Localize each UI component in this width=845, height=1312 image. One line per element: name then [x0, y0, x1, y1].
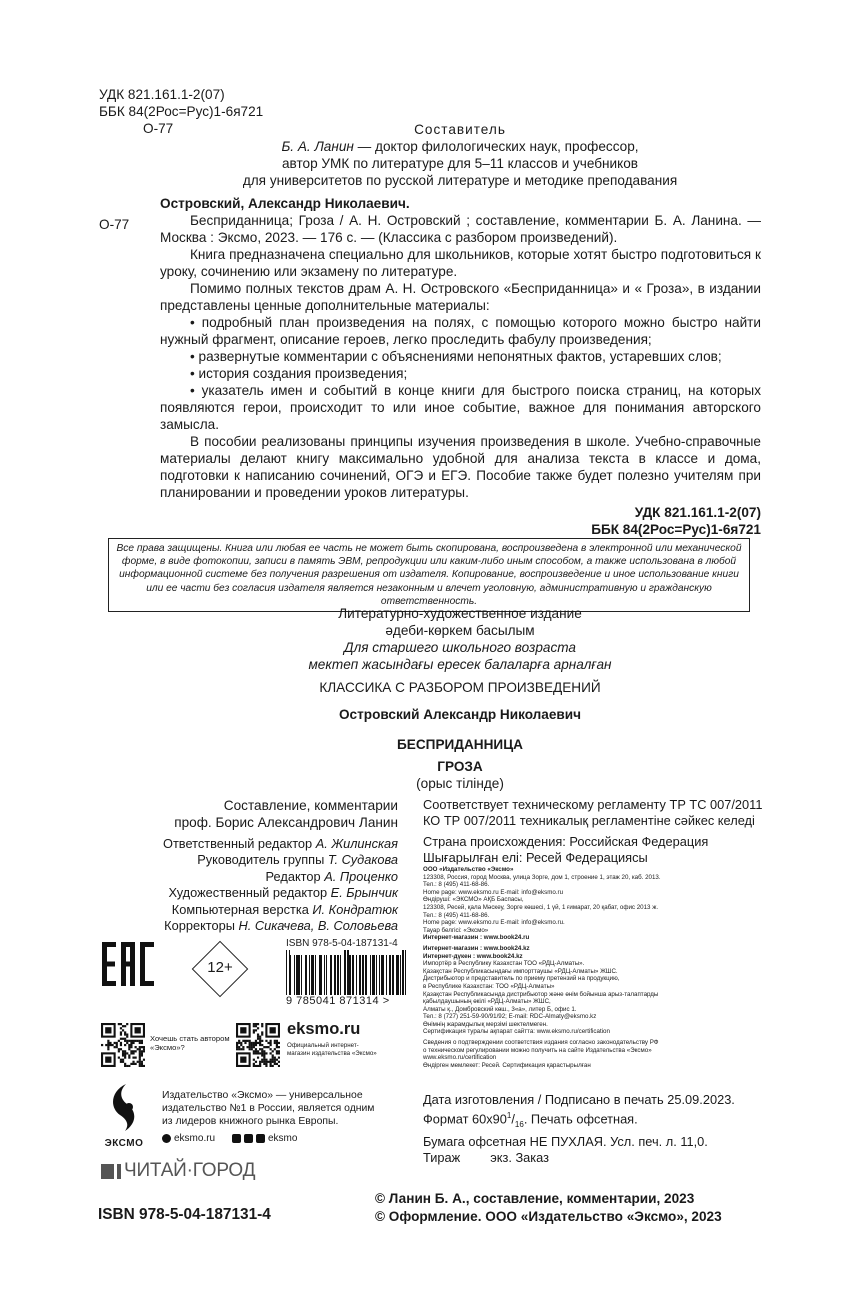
chitai-gorod-icon	[101, 1164, 114, 1179]
eksmo-logo-icon	[101, 1081, 147, 1133]
imprint-line-2: әдеби-көркем басылым	[385, 623, 535, 638]
print-details	[423, 1092, 763, 1166]
chitai-gorod-text: ЧИТАЙ·ГОРОД	[124, 1160, 256, 1181]
imprint-line-4: мектеп жасындағы ересек балаларға арналған	[308, 657, 612, 672]
publisher-info-line: о техническом регулировании можно получить на сайте Издательства «Эксмо»	[423, 1046, 652, 1054]
barcode-digits: 9 785041 871314 >	[286, 995, 390, 1007]
publisher-info-line: Өндіруші: «ЭКСМО» АҚБ Баспасы,	[423, 896, 524, 904]
series-name: КЛАССИКА С РАЗБОРОМ ПРОИЗВЕДЕНИЙ	[319, 680, 601, 695]
publisher-info-line: Home page: www.eksmo.ru E-mail: info@eksmo.ru	[423, 888, 564, 896]
compiler-desc-1: — доктор филологических наук, профессор,	[353, 139, 639, 154]
publisher-info-line: ООО «Издательство «Эксмо»	[423, 866, 514, 873]
publisher-info-line: Тел.: 8 (495) 411-68-86.	[423, 911, 490, 919]
age-rating	[192, 941, 248, 997]
qr-author[interactable]	[101, 1023, 145, 1072]
record-code: О-77	[99, 217, 130, 232]
publisher-info-line: Өндірген мемлекет: Ресей. Сертификация қарастырылған	[423, 1061, 591, 1069]
header-code: О-77	[143, 121, 174, 136]
publisher-info-line: Тауар белгісі: «Эксмо»	[423, 926, 489, 934]
publisher-info-line: Дистрибьютор и представитель по приему претензий на продукцию,	[423, 975, 620, 983]
eksmo-about: Издательство «Эксмо» — универсальное издательство №1 в России, является одним из лидеров книжного рынка Европы.	[162, 1090, 375, 1128]
eksmo-link-text: eksmo.ru	[174, 1133, 216, 1144]
qr-shop[interactable]	[236, 1023, 280, 1072]
record-bullet-2: • развернутые комментарии с объяснениями непонятных фактов, устаревших слов;	[190, 349, 722, 364]
publisher-info-line: Тел.: 8 (727) 251-59-90/91/92; E-mail: RDC-Almaty@eksmo.kz	[423, 1013, 597, 1021]
eksmo-social[interactable]	[232, 1133, 297, 1144]
staff-role-6: Корректоры Н. Сикачева, В. Соловьева	[164, 918, 398, 934]
compiler-name: Б. А. Ланин	[281, 139, 354, 154]
header-udk: УДК 821.161.1-2(07)	[99, 87, 225, 102]
record-bbk: ББК 84(2Рос=Рус)1-6я721	[591, 522, 761, 537]
publisher-info-line: Импортёр в Республику Казахстан ТОО «РДЦ-Алматы».	[423, 960, 585, 968]
imprint-line-3: Для старшего школьного возраста	[344, 640, 576, 655]
eksmo-site[interactable]: eksmo.ru	[287, 1020, 361, 1038]
print-date: Дата изготовления / Подписано в печать 25.09.2023.	[423, 1092, 735, 1107]
eksmo-logo	[101, 1081, 147, 1149]
record-para-3: В пособии реализованы принципы изучения произведения в школе. Учебно-справочные материалы делают книгу максимально удобной для анализа текста в классе и дома, подготовки к написанию сочинений, ОГЭ и ЕГЭ. Пособие также будет полезно учителям при планировании и проведении уроков литературы.	[160, 434, 761, 500]
publisher-info-line: Интернет-магазин : www.book24.kz	[423, 944, 530, 952]
barcode-graphic	[286, 950, 416, 995]
title-2: ГРОЗА	[437, 759, 483, 774]
regulation-line-4: Шығарылған елі: Ресей Федерациясы	[423, 850, 648, 866]
compiled-1: Составление, комментарии	[223, 798, 398, 813]
language-note: (орыс тілінде)	[416, 776, 504, 791]
globe-icon	[162, 1134, 171, 1143]
publisher-info-line: Сертификация туралы ақпарат сайтта: www.eksmo.ru/certification	[423, 1028, 610, 1036]
chitai-gorod-logo	[101, 1160, 255, 1182]
qr-code-icon	[236, 1023, 280, 1067]
copyright-1: © Ланин Б. А., составление, комментарии, 2023	[375, 1191, 695, 1206]
publisher-info-line: в Республике Казахстан: ТОО «РДЦ-Алматы»	[423, 982, 555, 990]
publisher-info-line: қабылдаушының өкілі «РДЦ-Алматы» ЖШС,	[423, 998, 551, 1006]
eksmo-site-caption: Официальный интернет-магазин издательства «Эксмо»	[287, 1042, 377, 1057]
record-bullet-1: • подробный план произведения на полях, с помощью которого можно быстро найти нужный фрагмент, описание героев, легко проследить фабулу произведения;	[160, 315, 761, 347]
vk-icon	[232, 1134, 241, 1143]
record-bullet-4: • указатель имен и событий в конце книги для быстрого поиска страниц, на которых появляются герои, происходит то или иное событие, важное для понимания авторского замысла.	[160, 383, 761, 432]
record-para-2: Помимо полных текстов драм А. Н. Островского «Бесприданница» и « Гроза», в издании представлены ценные дополнительные материалы:	[160, 281, 761, 313]
publisher-info	[423, 866, 763, 1069]
regulation-line-2: КО ТР 007/2011 техникалық регламентіне сәйкес келеді	[423, 813, 755, 829]
copyright-block	[375, 1190, 722, 1226]
record-author: Островский, Александр Николаевич.	[160, 196, 410, 211]
header-bbk: ББК 84(2Рос=Рус)1-6я721	[99, 104, 264, 119]
staff-role-4: Художественный редактор Е. Брынчик	[168, 885, 398, 901]
publisher-info-line: Сведения о подтверждении соответствия издания согласно законодательству РФ	[423, 1039, 659, 1047]
compiler-desc	[160, 138, 760, 189]
print-paper: Бумага офсетная НЕ ПУХЛАЯ. Усл. печ. л. 11,0.	[423, 1133, 708, 1149]
ok-icon	[244, 1134, 253, 1143]
imprint-line-1: Литературно-художественное издание	[338, 606, 582, 621]
qr-code-icon	[101, 1023, 145, 1067]
eac-mark	[100, 940, 156, 988]
publisher-info-line: Интернет-дүкен : www.book24.kz	[423, 952, 523, 960]
print-format: Формат $60х90^1/_{16}$. Печать офсетная.	[423, 1111, 638, 1130]
title-1: БЕСПРИДАННИЦА	[397, 737, 523, 752]
record-bullet-3: • история создания произведения;	[190, 366, 408, 381]
eksmo-link[interactable]	[162, 1133, 215, 1144]
print-run: Тираж экз. Заказ	[423, 1150, 550, 1166]
compiler-label: Составитель	[414, 122, 506, 137]
publisher-info-line: Өнімнің жарамдылық мерзімі шектелмеген.	[423, 1020, 548, 1028]
regulation-line-1: Соответствует техническому регламенту ТР ТС 007/2011	[423, 797, 763, 812]
publisher-info-line: Алматы қ., Домбровский көш., 3«а», литер Б, офис 1.	[423, 1005, 577, 1013]
eksmo-social-text: eksmo	[268, 1133, 298, 1144]
eksmo-logo-text: ЭКСМО	[104, 1138, 144, 1149]
record-udk: УДК 821.161.1-2(07)	[634, 505, 761, 520]
isbn-small: ISBN 978-5-04-187131-4	[286, 938, 398, 949]
record-para-1: Книга предназначена специально для школьников, которые хотят быстро подготовиться к уроку, сочинению или экзамену по литературе.	[160, 247, 761, 279]
isbn-main: ISBN 978-5-04-187131-4	[98, 1206, 271, 1223]
copyright-2: © Оформление. ООО «Издательство «Эксмо», 2023	[375, 1209, 722, 1224]
regulation-line-3: Страна происхождения: Российская Федерация	[423, 833, 709, 849]
publisher-info-line: Қазақстан Республикасында дистрибьютор және өнім бойынша арыз-талаптарды	[423, 990, 659, 998]
publisher-info-line: 123308, Ресей, қала Мәскеу, Зорге көшесі, 1 үй, 1 ғимарат, 20 қабат, офис 2013 ж.	[423, 903, 659, 911]
publisher-info-line: www.eksmo.ru/certification	[423, 1054, 497, 1062]
imprint-author: Островский Александр Николаевич	[338, 707, 582, 722]
barcode-bar	[405, 950, 406, 995]
telegram-icon	[256, 1134, 265, 1143]
compiled-2: проф. Борис Александрович Ланин	[174, 815, 398, 830]
compiler-desc-2: автор УМК по литературе для 5–11 классов и учебников	[281, 156, 639, 171]
imprint	[160, 605, 760, 792]
eac-icon	[100, 940, 156, 988]
barcode-block	[286, 938, 416, 1007]
publisher-info-line: 123308, Россия, город Москва, улица Зорге, дом 1, строение 1, этаж 20, каб. 2013.	[423, 873, 661, 881]
age-rating-label: 12+	[207, 959, 233, 976]
regulation-block	[423, 797, 763, 867]
staff-role-2: Руководитель группы Т. Судакова	[197, 852, 398, 868]
publisher-info-line: Home page: www.eksmo.ru E-mail: info@eksmo.ru.	[423, 919, 565, 927]
compiler-desc-3: для университетов по русской литературе и методике преподавания	[242, 173, 678, 188]
staff-role-5: Компьютерная верстка И. Кондратюк	[171, 901, 398, 917]
catalog-record	[160, 195, 761, 538]
publisher-info-line: Тел.: 8 (495) 411-68-86.	[423, 881, 490, 889]
publisher-info-line: Интернет-магазин : www.book24.ru	[423, 934, 530, 942]
record-description: Бесприданница; Гроза / А. Н. Островский ; составление, комментарии Б. А. Ланина. — Москва : Эксмо, 2023. — 176 с. — (Классика с разбором произведений).	[160, 213, 761, 245]
publisher-info-line: Қазақстан Республикасындағы импорттаушы «РДЦ-Алматы» ЖШС.	[423, 967, 618, 975]
rights-notice: Все права защищены. Книга или любая ее часть не может быть скопирована, воспроизведена в электронной или механической форме, в виде фотокопии, записи в память ЭВМ, репродукции или каким-либо иным способом, а также использована в любой информационной системе без получения разрешения от издателя. Копирование, воспроизведение и иное использование книги или ее части без согласия издателя является незаконным и влечет уголовную, административную и гражданскую ответственность.	[108, 538, 750, 612]
staff-role-1: Ответственный редактор А. Жилинская	[162, 836, 398, 851]
qr-author-caption: Хочешь стать автором «Эксмо»?	[150, 1034, 230, 1053]
staff-role-3: Редактор А. Проценко	[265, 868, 398, 884]
staff-block	[110, 797, 398, 934]
